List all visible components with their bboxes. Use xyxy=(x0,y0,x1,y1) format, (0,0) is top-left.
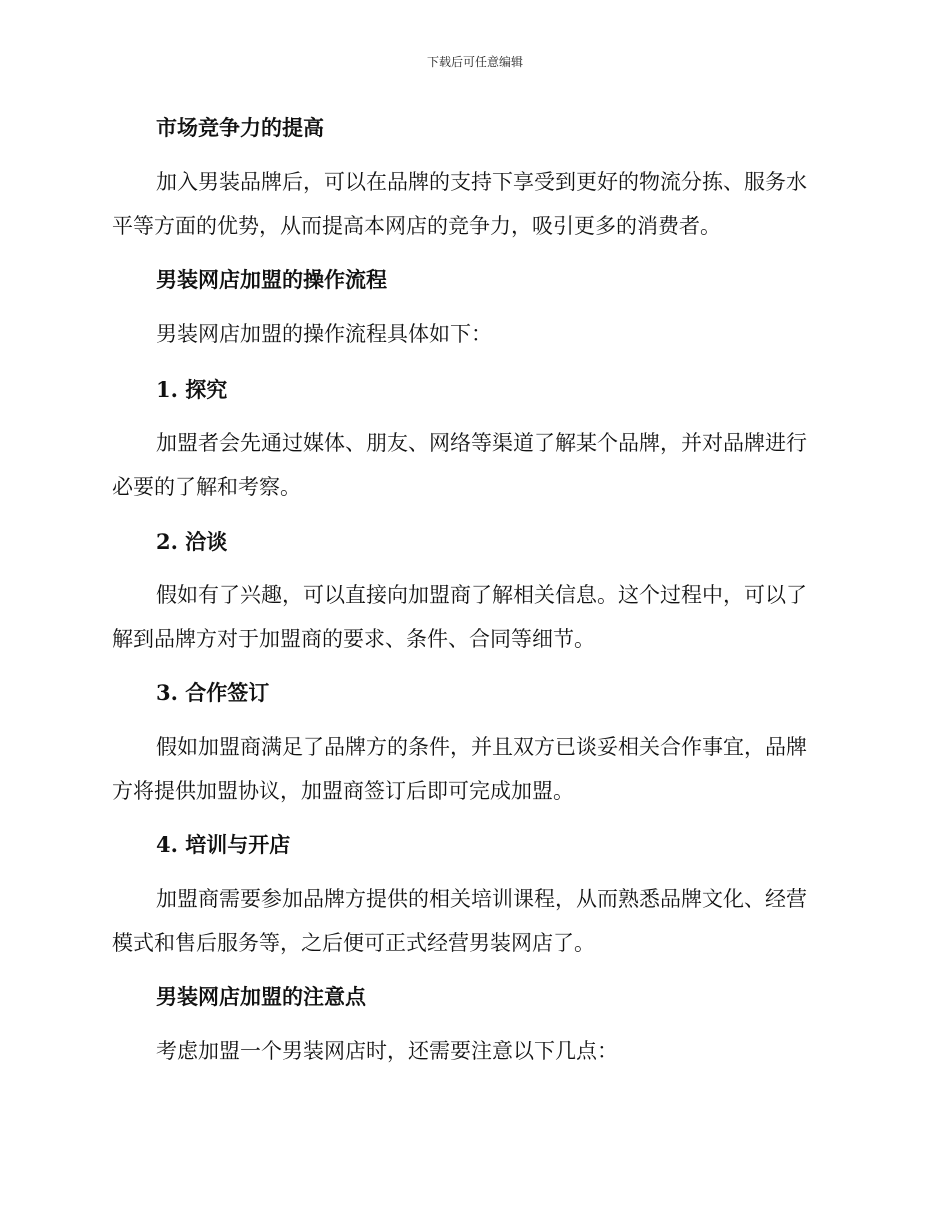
paragraph-competitiveness xyxy=(112,160,832,248)
section-heading-competitiveness xyxy=(156,114,836,142)
paragraph-line: 加入男装品牌后，可以在品牌的支持下享受到更好的物流分拣、服务水 xyxy=(156,170,807,194)
section-heading-notes xyxy=(156,983,836,1011)
paragraph-line: 假如加盟商满足了品牌方的条件，并且双方已谈妥相关合作事宜，品牌 xyxy=(156,735,807,759)
paragraph-line: 男装网店加盟的操作流程具体如下： xyxy=(156,322,492,346)
paragraph-line: 假如有了兴趣，可以直接向加盟商了解相关信息。这个过程中，可以了 xyxy=(156,583,807,607)
paragraph-explore xyxy=(112,421,832,509)
paragraph-line: 平等方面的优势，从而提高本网店的竞争力，吸引更多的消费者。 xyxy=(112,214,721,238)
heading-text: 3. 合作签订 xyxy=(156,680,270,705)
paragraph-line: 考虑加盟一个男装网店时，还需要注意以下几点： xyxy=(156,1039,618,1063)
page-header: 下载后可任意编辑 xyxy=(426,55,523,69)
step-heading-training xyxy=(156,831,836,859)
paragraph-sign xyxy=(112,725,832,813)
heading-text: 1. 探究 xyxy=(156,377,228,402)
paragraph-line: 解到品牌方对于加盟商的要求、条件、合同等细节。 xyxy=(112,627,595,651)
step-heading-explore xyxy=(156,376,836,404)
paragraph-training xyxy=(112,877,832,965)
paragraph-line: 必要的了解和考察。 xyxy=(112,475,301,499)
heading-text: 男装网店加盟的注意点 xyxy=(156,984,366,1009)
paragraph-line: 加盟者会先通过媒体、朋友、网络等渠道了解某个品牌，并对品牌进行 xyxy=(156,431,807,455)
heading-text: 市场竞争力的提高 xyxy=(156,115,324,140)
paragraph-line: 加盟商需要参加品牌方提供的相关培训课程，从而熟悉品牌文化、经营 xyxy=(156,887,807,911)
heading-text: 2. 洽谈 xyxy=(156,529,228,554)
step-heading-negotiate xyxy=(156,528,836,556)
paragraph-process-intro xyxy=(112,312,832,356)
section-heading-process xyxy=(156,266,836,294)
paragraph-negotiate xyxy=(112,573,832,661)
step-heading-sign xyxy=(156,679,836,707)
paragraph-line: 模式和售后服务等，之后便可正式经营男装网店了。 xyxy=(112,931,595,955)
heading-text: 男装网店加盟的操作流程 xyxy=(156,267,387,292)
paragraph-notes-intro xyxy=(112,1029,832,1073)
heading-text: 4. 培训与开店 xyxy=(156,832,291,857)
paragraph-line: 方将提供加盟协议，加盟商签订后即可完成加盟。 xyxy=(112,779,574,803)
